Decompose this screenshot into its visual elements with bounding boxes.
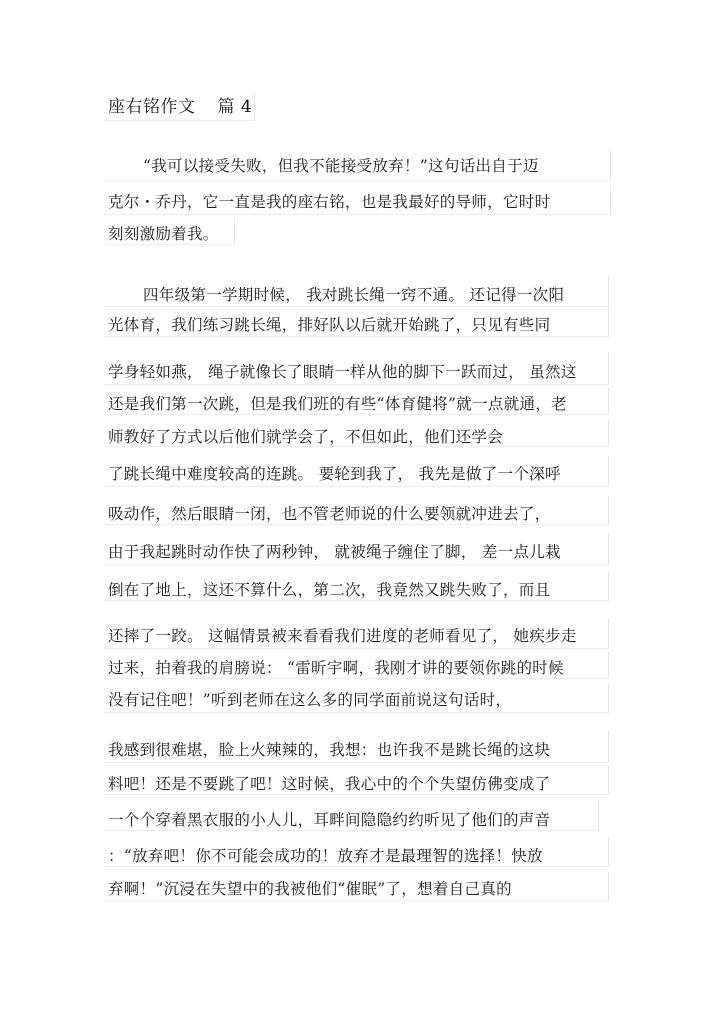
paragraph-line: 过来，拍着我的肩膀说： “雷昕宇啊，我刚才讲的要领你跳的时候 <box>108 659 564 677</box>
paragraph-line: 料吧！还是不要跳了吧！这时候，我心中的个个失望仿佛变成了 <box>108 775 551 793</box>
paragraph-line: 没有记住吧！”听到老师在这么多的同学面前说这句话时， <box>108 691 512 709</box>
paragraph-line: 由于我起跳时动作快了两秒钟， 就被绳子缠住了脚， 差一点儿栽 <box>108 543 561 561</box>
paragraph-line: 我感到很难堪，脸上火辣辣的，我想：也许我不是跳长绳的这块 <box>108 741 551 759</box>
paragraph-line: 倒在了地上，这还不算什么，第二次，我竟然又跳失败了，而且 <box>108 581 551 599</box>
paragraph-line: 四年级第一学期时候， 我对跳长绳一窍不通。 还记得一次阳 <box>143 286 565 304</box>
paragraph-line: 弃啊！”沉浸在失望中的我被他们“催眠”了，想着自己真的 <box>108 880 512 898</box>
paragraph-line: “我可以接受失败，但我不能接受放弃！”这句话出自于迈 <box>143 157 539 175</box>
paragraph-line: 了跳长绳中难度较高的连跳。 要轮到我了， 我先是做了一个深呼 <box>108 465 561 483</box>
page-title <box>108 96 252 118</box>
paragraph-line: 还是我们第一次跳，但是我们班的有些“体育健将”就一点就通，老 <box>108 395 567 413</box>
title-suffix: 篇 4 <box>217 97 253 117</box>
paragraph-line: 学身轻如燕， 绳子就像长了眼睛一样从他的脚下一跃而过， 虽然这 <box>108 363 577 381</box>
paragraph-line: 师教好了方式以后他们就学会了，不但如此，他们还学会 <box>108 428 504 446</box>
paragraph-line: 刻刻激励着我。 <box>108 225 219 243</box>
paragraph-line: 吸动作，然后眼睛一闭，也不管老师说的什么要领就冲进去了， <box>108 505 551 523</box>
paragraph-line: ：“放弃吧！你不可能会成功的！放弃才是最理智的选择！快放 <box>108 847 543 865</box>
paragraph-line: 克尔・乔丹，它一直是我的座右铭，也是我最好的导师，它时时 <box>108 193 551 211</box>
paragraph-line: 光体育，我们练习跳长绳，排好队以后就开始跳了，只见有些同 <box>108 316 551 334</box>
paragraph-line: 还摔了一跤。 这幅情景被来看看我们进度的老师看见了， 她疾步走 <box>108 627 577 645</box>
title-main: 座右铭作文 <box>108 97 196 117</box>
paragraph-line: 一个个穿着黑衣服的小人儿，耳畔间隐隐约约听见了他们的声音 <box>108 811 551 829</box>
